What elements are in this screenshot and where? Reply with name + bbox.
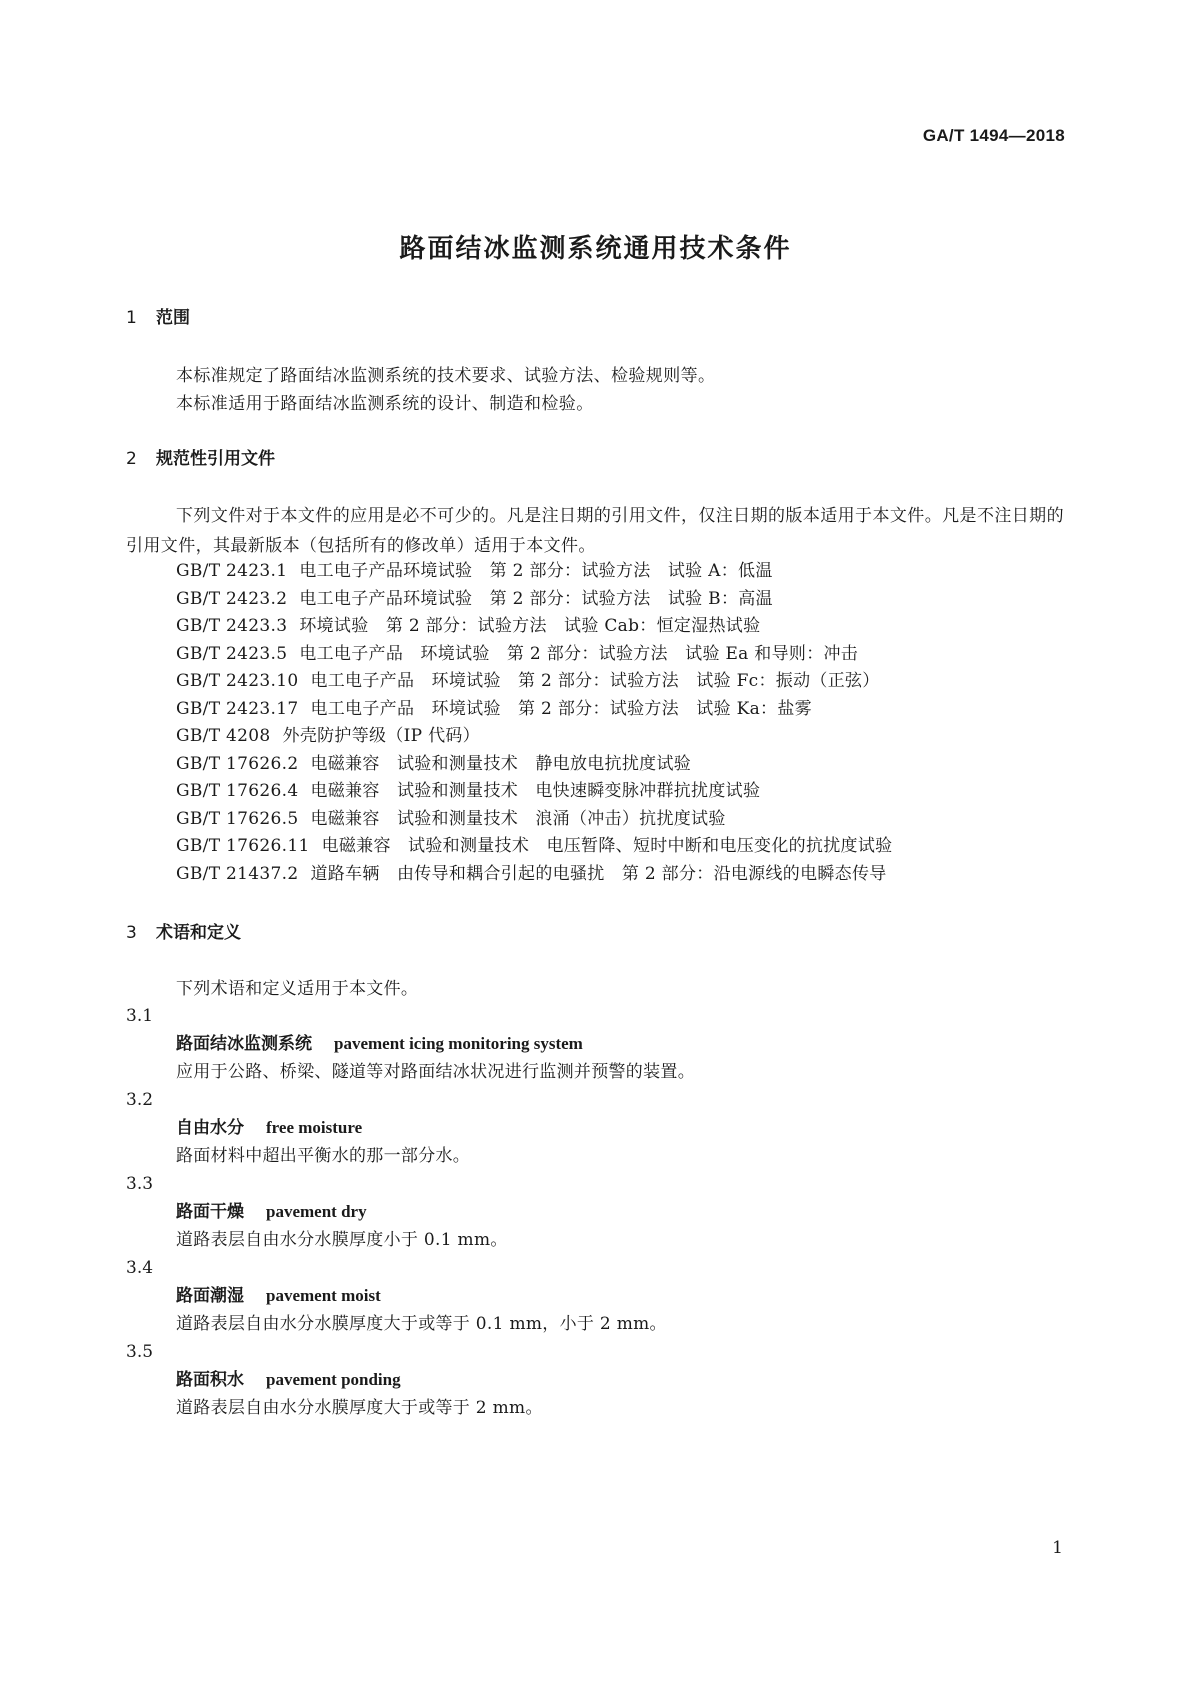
reference-code: GB/T 17626.2: [176, 754, 299, 774]
term-en: pavement icing monitoring system: [334, 1034, 583, 1053]
term-number: 3.2: [126, 1090, 154, 1110]
reference-item: [176, 697, 812, 721]
reference-title: 电工电子产品环境试验 第 2 部分：试验方法 试验 A：低温: [299, 561, 773, 581]
reference-title: 电磁兼容 试验和测量技术 电压暂降、短时中断和电压变化的抗扰度试验: [321, 836, 893, 856]
reference-code: GB/T 2423.17: [176, 699, 299, 719]
reference-title: 电工电子产品 环境试验 第 2 部分：试验方法 试验 Fc：振动（正弦）: [310, 671, 880, 691]
term-number: 3.5: [126, 1342, 154, 1362]
term-zh: 自由水分: [176, 1118, 244, 1138]
section-title: 范围: [156, 308, 190, 328]
term-definition: 应用于公路、桥梁、隧道等对路面结冰状况进行监测并预警的装置。: [176, 1062, 695, 1082]
reference-item: [176, 752, 691, 776]
term-zh: 路面结冰监测系统: [176, 1034, 312, 1054]
reference-code: GB/T 2423.1: [176, 561, 288, 581]
reference-title: 道路车辆 由传导和耦合引起的电骚扰 第 2 部分：沿电源线的电瞬态传导: [310, 864, 887, 884]
reference-code: GB/T 2423.5: [176, 644, 288, 664]
section-number: 3: [126, 923, 137, 943]
section-heading: [126, 306, 190, 330]
reference-title: 电磁兼容 试验和测量技术 电快速瞬变脉冲群抗扰度试验: [310, 781, 761, 801]
term-en: pavement dry: [266, 1202, 367, 1221]
reference-title: 环境试验 第 2 部分：试验方法 试验 Cab：恒定湿热试验: [299, 616, 761, 636]
reference-item: [176, 779, 760, 803]
term-heading: [176, 1200, 367, 1224]
term-definition: 道路表层自由水分水膜厚度小于 0.1 mm。: [176, 1230, 508, 1250]
section-number: 1: [126, 308, 137, 328]
reference-code: GB/T 4208: [176, 726, 271, 746]
term-definition: 道路表层自由水分水膜厚度大于或等于 2 mm。: [176, 1398, 543, 1418]
term-number: 3.4: [126, 1258, 154, 1278]
reference-item: [176, 862, 887, 886]
term-heading: [176, 1116, 362, 1140]
reference-item: [176, 642, 858, 666]
term-heading: [176, 1032, 583, 1056]
paragraph: 下列文件对于本文件的应用是必不可少的。凡是注日期的引用文件，仅注日期的版本适用于本文件。凡是不注日期的引用文件，其最新版本（包括所有的修改单）适用于本文件。: [126, 506, 1064, 556]
reference-code: GB/T 17626.11: [176, 836, 310, 856]
term-en: pavement moist: [266, 1286, 381, 1305]
reference-title: 电磁兼容 试验和测量技术 浪涌（冲击）抗扰度试验: [310, 809, 726, 829]
paragraph: 本标准规定了路面结冰监测系统的技术要求、试验方法、检验规则等。: [176, 366, 716, 386]
reference-title: 外壳防护等级（IP 代码）: [282, 726, 480, 746]
reference-item: [176, 669, 880, 693]
reference-code: GB/T 21437.2: [176, 864, 299, 884]
reference-title: 电工电子产品 环境试验 第 2 部分：试验方法 试验 Ea 和导则：冲击: [299, 644, 859, 664]
term-definition: 路面材料中超出平衡水的那一部分水。: [176, 1146, 471, 1166]
document-title: 路面结冰监测系统通用技术条件: [399, 234, 792, 264]
reference-code: GB/T 17626.5: [176, 809, 299, 829]
standard-code: GA/T 1494—2018: [922, 126, 1065, 145]
reference-item: [176, 724, 480, 748]
term-zh: 路面潮湿: [176, 1286, 244, 1306]
reference-title: 电工电子产品 环境试验 第 2 部分：试验方法 试验 Ka：盐雾: [310, 699, 812, 719]
reference-item: [176, 834, 892, 858]
reference-code: GB/T 2423.3: [176, 616, 288, 636]
term-heading: [176, 1368, 401, 1392]
reference-item: [176, 559, 773, 583]
term-definition: 道路表层自由水分水膜厚度大于或等于 0.1 mm，小于 2 mm。: [176, 1314, 667, 1334]
reference-item: [176, 614, 760, 638]
section-number: 2: [126, 449, 137, 469]
reference-item: [176, 807, 726, 831]
term-heading: [176, 1284, 381, 1308]
paragraph: 下列术语和定义适用于本文件。: [176, 979, 419, 999]
term-zh: 路面干燥: [176, 1202, 244, 1222]
section-title: 术语和定义: [156, 923, 241, 943]
reference-code: GB/T 17626.4: [176, 781, 299, 801]
page-number: 1: [1052, 1538, 1063, 1558]
reference-code: GB/T 2423.10: [176, 671, 299, 691]
term-en: pavement ponding: [266, 1370, 401, 1389]
section-heading: [126, 921, 241, 945]
reference-title: 电磁兼容 试验和测量技术 静电放电抗扰度试验: [310, 754, 692, 774]
reference-title: 电工电子产品环境试验 第 2 部分：试验方法 试验 B：高温: [299, 589, 773, 609]
term-en: free moisture: [266, 1118, 363, 1137]
section-heading: [126, 447, 275, 471]
section-title: 规范性引用文件: [156, 449, 275, 469]
term-zh: 路面积水: [176, 1370, 244, 1390]
reference-item: [176, 587, 773, 611]
paragraph: 本标准适用于路面结冰监测系统的设计、制造和检验。: [176, 394, 594, 414]
term-number: 3.1: [126, 1006, 154, 1026]
reference-code: GB/T 2423.2: [176, 589, 288, 609]
term-number: 3.3: [126, 1174, 154, 1194]
